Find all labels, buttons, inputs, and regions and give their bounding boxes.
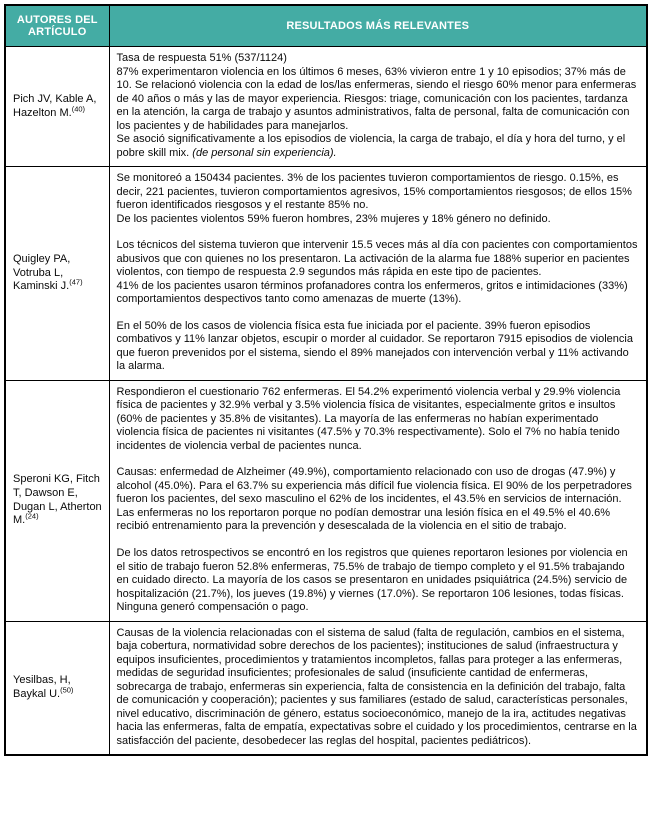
result-paragraph [117, 213, 640, 227]
authors-cell [5, 167, 109, 381]
table-header-row [5, 5, 647, 47]
result-paragraph [117, 627, 640, 749]
paragraph-text: En el 50% de los casos de violencia física esta fue iniciada por el paciente. 39% fueron episodios combativos y 11% lanzar objetos, escupir o morder al cuidador. Se reportaron 7915 episodios de violencia que fueron prevenidos por el sistema, siendo el 89% manejados con intervención verbal y 11% activando la alarma. [116, 319, 633, 373]
result-paragraph [117, 547, 640, 615]
paragraph-text: Se monitoreó a 150434 pacientes. 3% de los pacientes tuvieron comportamientos de riesgo. 0.15%, es decir, 221 pacientes, tuvieron comportamientos agresivos, 15% comportamientos riesgosos; de ellos 15% fueron identificados riesgosos y el restante 85% no. [116, 172, 632, 212]
italic-note: (de personal sin experiencia). [192, 146, 337, 159]
header-results-column: RESULTADOS MÁS RELEVANTES [109, 5, 647, 47]
results-cell [109, 621, 647, 755]
header-authors-column: AUTORES DEL ARTÍCULO [5, 5, 109, 47]
authors-cell [5, 380, 109, 621]
authors-cell [5, 47, 109, 167]
paragraph-text: Respondieron el cuestionario 762 enfermeras. El 54.2% experimentó violencia verbal y 29.9% violencia física de pacientes y 32.9% verbal y 3.5% violencia física de visitantes, especialmente gritos e insultos (60% de pacientes y 35.8% de visitantes). La mayoría de las enfermeras no habían experimentado violencia física de pacientes ni visitantes (47.5% y 70.3% respectivamente). Solo el 7% no había tenido incidentes de violencia verbal de pacientes nunca. [116, 385, 621, 452]
result-paragraph [117, 280, 640, 307]
result-paragraph [117, 172, 640, 213]
paragraph-text: Se asoció significativamente a los episodios de violencia, la carga de trabajo, el día y hora del turno, y el pobre skill mix. [116, 133, 626, 159]
result-paragraph [117, 386, 640, 454]
result-paragraph [117, 239, 640, 280]
reference-superscript: (24) [25, 511, 39, 521]
author-names: Pich JV, Kable A, Hazelton M. [13, 92, 97, 119]
reference-superscript: (47) [69, 277, 83, 287]
table-row [5, 621, 647, 755]
author-names: Speroni KG, Fitch T, Dawson E, Dugan L, Atherton M. [13, 473, 102, 527]
authors-cell [5, 621, 109, 755]
results-cell [109, 47, 647, 167]
reference-superscript: (40) [71, 103, 86, 113]
table-row [5, 47, 647, 167]
table-row [5, 167, 647, 381]
result-paragraph [117, 133, 640, 160]
results-cell [109, 380, 647, 621]
paragraph-text: Causas: enfermedad de Alzheimer (49.9%), comportamiento relacionado con uso de drogas (47.9%) y alcohol (45.0%). Para el 63.7% su experiencia más difícil fue violencia física. El 90% de los perpetradores fueron los pacientes, del sexo masculino el 62% de los incidentes, el 43.5% en servicios de internación. Las enfermeras no los reportaron porque no podían demostrar una lesión física en el 49.5% el 40.6% recibió entrenamiento para la prevención y desescalada de la violencia en el sitio de trabajo. [116, 466, 632, 533]
results-table [4, 4, 648, 756]
table-row [5, 380, 647, 621]
result-paragraph [117, 52, 640, 66]
paragraph-text: Los técnicos del sistema tuvieron que intervenir 15.5 veces más al día con pacientes con comportamientos abusivos que con quienes no los presentaron. La activación de la alarma fue 188% superior en pacientes violentos, con tiempo de respuesta 2.9 segundos más rápida en este tipo de pacientes. [116, 239, 638, 279]
paragraph-text: Tasa de respuesta 51% (537/1124) [116, 52, 287, 64]
paragraph-text: 41% de los pacientes usaron términos profanadores contra los enfermeros, gritos e intimidaciones (33%) comportamientos despectivos tanto como amenazas de muerte (13%). [116, 279, 628, 306]
paragraph-text: Causas de la violencia relacionadas con el sistema de salud (falta de regulación, cambios en el sistema, baja cobertura, normatividad sobre derechos de los pacientes); instituciones de salud (infraestructura y equipos insuficientes, procedimientos y tratamientos incompletos, fallas para proteger a las enfermeras, medidas de seguridad insuficientes; profesionales de salud (insuficiente cantidad de enfermeras, sobrecarga de trabajo, enfermeras sin experiencia, falta de consistencia en la definición del trabajo, falta de comunicación y cooperación); pacientes y sus familiares (estado de salud, características personales, nivel educativo, discriminación de género, estatus socioeconómico, manejo de la ira, actitudes negativas hacia las enfermeras, falta de empatía, expectativas sobre el cuidado y los procedimientos, centrarse en la satisfacción del paciente, desobedecer las reglas del hospital, pacientes pediátricos). [116, 626, 637, 747]
author-names: Yesilbas, H, Baykal U. [13, 674, 71, 700]
paragraph-text: De los pacientes violentos 59% fueron hombres, 23% mujeres y 18% género no definido. [116, 212, 551, 225]
result-paragraph [117, 466, 640, 534]
author-names: Quigley PA, Votruba L, Kaminski J. [13, 252, 71, 293]
result-paragraph [117, 66, 640, 134]
result-paragraph [117, 320, 640, 374]
reference-superscript: (50) [60, 685, 74, 695]
paragraph-text: 87% experimentaron violencia en los últimos 6 meses, 63% vivieron entre 1 y 10 episodios; 37% más de 10. Se relacionó violencia con la edad de los/las enfermeras, siendo el riesgo 60% menor para enfermeras de 40 años o más y las de mayor experiencia. Riesgos: triage, comunicación con los pacientes, tardanza en la atención, la carga de trabajo y asuntos administrativos, falta de personal, falta de comunicación con los pacientes y de habilidades para manejarlos. [116, 65, 637, 132]
results-cell [109, 167, 647, 381]
table-body [5, 47, 647, 756]
paragraph-text: De los datos retrospectivos se encontró en los registros que quienes reportaron lesiones por violencia en el sitio de trabajo fueron 52.8% enfermeras, 75.5% de trabajo de tiempo completo y el 91.5% trabajando en cuidado directo. La mayoría de los casos se presentaron en unidades psiquiátrica (24.5%) servicio de hospitalización (21.7%), los jueves (19.8%) y viernes (17.0%). Se reportaron 106 lesiones, todas físicas. Ninguna generó compensación o pago. [116, 546, 628, 614]
